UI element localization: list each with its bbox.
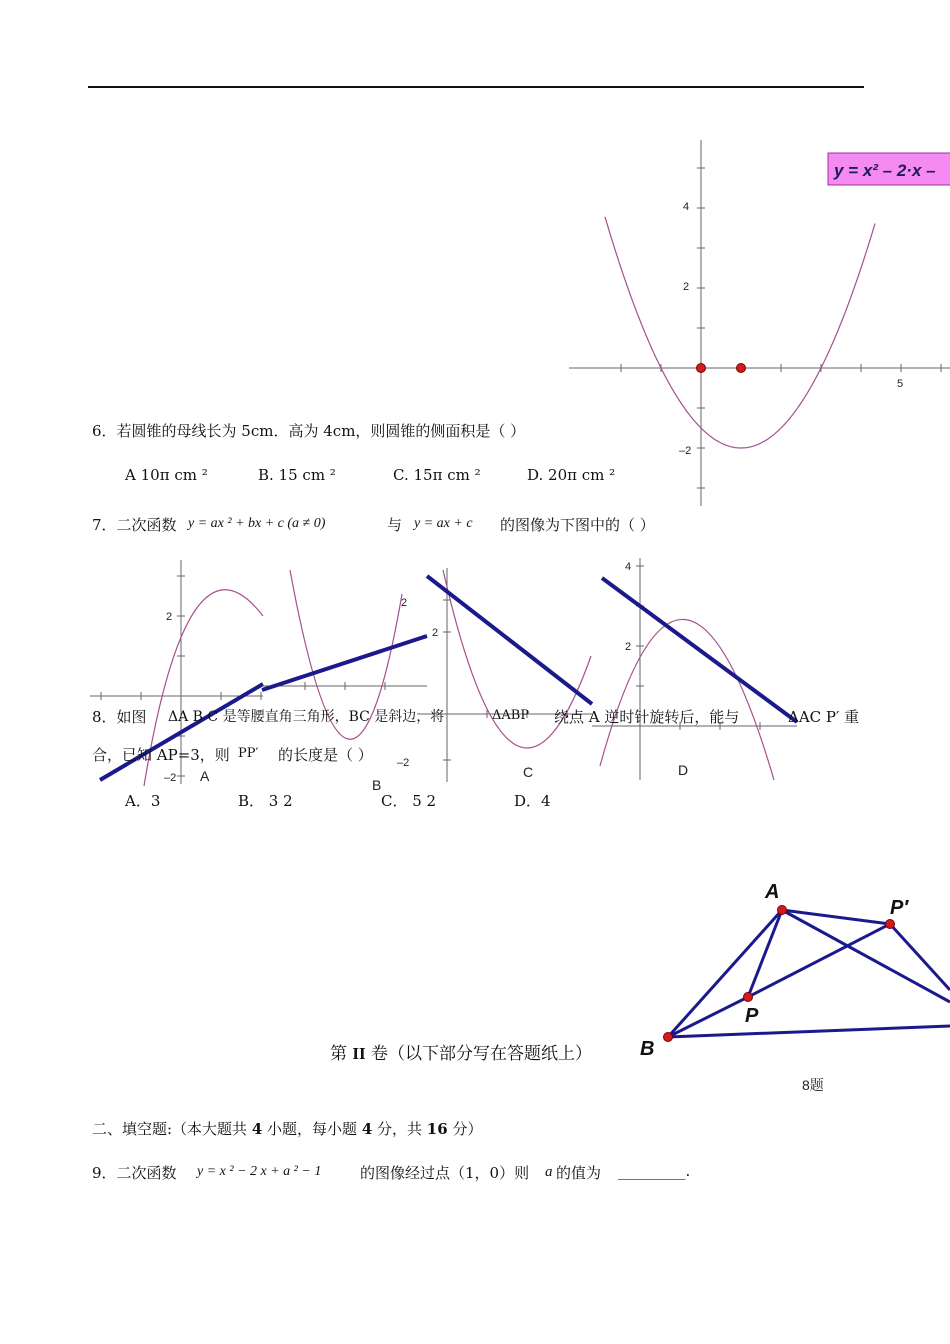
q8-option-b: B． 3 2 [238,792,293,810]
graph-d-tick-label-4: 4 [625,561,632,573]
q9-mid: 的图像经过点（1，0）则 [360,1164,530,1182]
q7-formula-2: y = ax + c [414,516,473,531]
header-rule [88,86,864,88]
label-a: A [765,881,780,903]
point-p [744,993,753,1002]
section-2-title-c: 卷（以下部分写在答题纸上） [365,1044,593,1064]
q7-prefix: 7．二次函数 [92,516,177,534]
q8-triangle-figure [632,872,950,1102]
tick-label-neg2: –2 [679,445,692,457]
fill-in-a: 二、填空题:（本大题共 [92,1120,252,1138]
tick-label-5: 5 [897,378,904,390]
graph-c-label: C [523,764,534,780]
q6-option-a: A 10π cm ² [125,466,208,484]
q8-line1-b: ΔA B C 是等腰直角三角形，BC 是斜边，将 [168,709,445,725]
q9-answer-blank[interactable]: _________. [618,1162,691,1180]
q8-line2-a: 合，已知 AP=3，则 [92,746,230,764]
parabola-graph [565,138,950,508]
fill-in-f: 16 [426,1120,448,1138]
q8-line1-a: 8．如图 [92,708,147,726]
q6-option-d: D. 20π cm ² [527,466,616,484]
tick-label-4: 4 [683,201,690,213]
graph-c-tick-label-2b: 2 [432,627,439,639]
graph-d-label: D [678,762,689,778]
point-x2 [737,364,746,373]
q7-formula-1: y = ax ² + bx + c (a ≠ 0) [188,516,326,531]
fill-in-header [92,1118,482,1139]
tick-label-2: 2 [683,281,690,293]
fill-in-d: 4 [361,1120,373,1138]
q7-graph-c [397,566,592,791]
figure-caption: 8题 [802,1077,824,1093]
point-b [664,1033,673,1042]
q9-prefix: 9．二次函数 [92,1164,177,1182]
q6-option-b: B. 15 cm ² [258,466,336,484]
q9-suffix: 的值为 [556,1164,602,1182]
parabola-curve [605,217,875,448]
q6-option-c: C. 15π cm ² [393,466,481,484]
point-origin [697,364,706,373]
graph-b-line [262,636,427,690]
q7-suffix: 的图像为下图中的（ ） [500,516,655,534]
section-2-title-a: 第 [330,1044,353,1064]
graph-c-line [427,576,592,704]
q8-option-d: D．4 [514,792,551,810]
formula-label: y = x² – 2·x – [834,161,936,180]
q9-var: a [545,1164,553,1180]
graph-c-tick-label-neg2: –2 [397,757,410,769]
point-p-prime [886,920,895,929]
q8-option-c: C． 5 2 [381,792,437,810]
graph-a-tick-label-neg2: –2 [164,772,177,784]
q8-line2-c: 的长度是（ ） [278,746,373,764]
section-2-title [330,1039,592,1064]
q8-line1-c: ΔABP [492,708,530,723]
q7-graph-d [592,556,802,784]
graph-c-tick-label-2: 2 [401,597,408,609]
fill-in-e: 分，共 [372,1120,427,1138]
fill-in-b: 4 [251,1120,263,1138]
q9-formula: y = x ² − 2 x + a ² − 1 [197,1164,322,1179]
label-b: B [640,1038,655,1060]
point-a [778,906,787,915]
graph-d-tick-label-2: 2 [625,641,632,653]
graph-a-label: A [200,768,210,784]
q8-line2-b: PP′ [238,746,259,761]
q8-option-a: A．3 [125,792,161,810]
section-2-title-b: II [352,1044,366,1063]
graph-a-tick-label-2: 2 [166,611,173,623]
label-p-prime: P′ [890,897,909,919]
graph-b-label: B [372,777,382,793]
q7-mid: 与 [387,516,403,534]
q8-line1-e: ΔAC P′ 重 [788,708,860,726]
fill-in-g: 分） [447,1120,483,1138]
q8-line1-d: 绕点 A 逆时针旋转后，能与 [554,708,740,726]
graph-d-line [602,578,797,722]
label-p: P [745,1005,759,1027]
fill-in-c: 小题，每小题 [262,1120,362,1138]
q6-stem: 6．若圆锥的母线长为 5cm．高为 4cm，则圆锥的侧面积是（ ） [92,422,526,440]
